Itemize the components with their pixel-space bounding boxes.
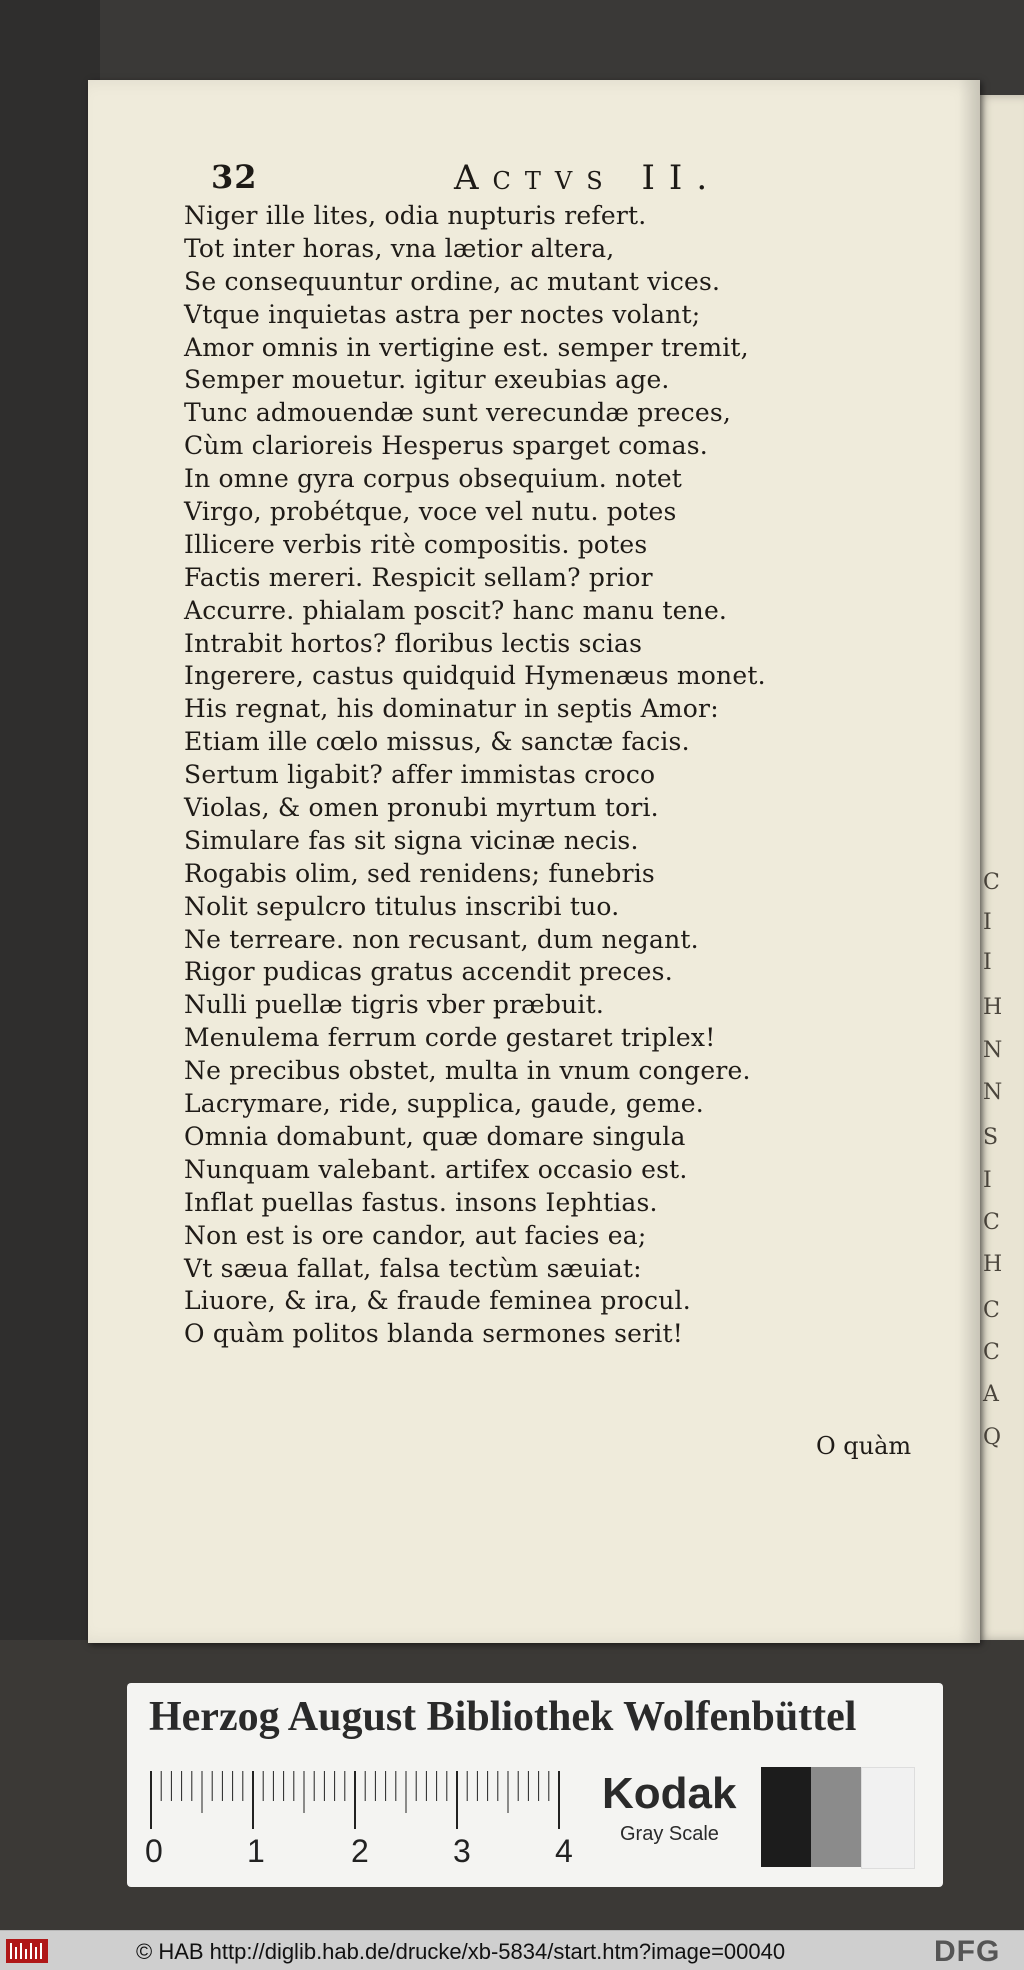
color-scale-card — [127, 1683, 943, 1887]
ruler-number: 1 — [247, 1833, 265, 1869]
copyright-url[interactable]: © HAB http://diglib.hab.de/drucke/xb-5834/start.htm?image=00040 — [136, 1939, 786, 1964]
page-number: 32 — [211, 158, 258, 196]
verse-line: Inflat puellas fastus. insons Iephtias. — [184, 1187, 658, 1217]
hab-logo-icon — [6, 1939, 48, 1963]
ruler-number: 4 — [555, 1833, 573, 1869]
verse-line: Se consequuntur ordine, ac mutant vices. — [184, 266, 721, 296]
verse-line: Illicere verbis ritè compositis. potes — [184, 529, 648, 559]
facing-page-letter: H — [983, 995, 1003, 1020]
facing-page-letter: I — [983, 910, 992, 935]
facing-page-letter: I — [983, 950, 992, 975]
gray-scale-label: Gray Scale — [620, 1823, 719, 1845]
ruler-number: 3 — [453, 1833, 471, 1869]
book-page — [88, 80, 980, 1643]
verse-line: Liuore, & ira, & fraude feminea procul. — [184, 1286, 691, 1316]
facing-page-letter: N — [983, 1038, 1003, 1063]
verse-text — [184, 200, 904, 1351]
verse-line: Non est is ore candor, aut facies ea; — [184, 1220, 647, 1250]
verse-line: Intrabit hortos? floribus lectis scias — [184, 628, 643, 658]
library-name: Herzog August Bibliothek Wolfenbüttel — [149, 1694, 857, 1740]
facing-page-letter: H — [983, 1252, 1003, 1277]
verse-line: Nolit sepulcro titulus inscribi tuo. — [184, 891, 620, 921]
verse-line: Rogabis olim, sed renidens; funebris — [184, 858, 655, 888]
gray-swatch-light — [861, 1767, 915, 1869]
ruler-number: 0 — [145, 1833, 163, 1869]
kodak-logo: Kodak — [602, 1769, 737, 1818]
verse-line: Menulema ferrum corde gestaret triplex! — [184, 1023, 716, 1053]
verse-line: Factis mereri. Respicit sellam? prior — [184, 562, 653, 592]
verse-line: Accurre. phialam poscit? hanc manu tene. — [184, 595, 728, 625]
running-head: Actvs II. — [454, 158, 722, 198]
verse-line: Violas, & omen pronubi myrtum tori. — [184, 793, 659, 823]
verse-line: Lacrymare, ride, supplica, gaude, geme. — [184, 1089, 704, 1119]
facing-page-letter: I — [983, 1168, 992, 1193]
ruler-number: 2 — [351, 1833, 369, 1869]
facing-page-letter: S — [983, 1125, 999, 1150]
verse-line: His regnat, his dominatur in septis Amor: — [184, 694, 719, 724]
verse-line: Vt sæua fallat, falsa tectùm sæuiat: — [184, 1253, 642, 1283]
footer-bar — [0, 1930, 1024, 1970]
verse-line: Tot inter horas, vna lætior altera, — [184, 233, 615, 263]
verse-line: Sertum ligabit? affer immistas croco — [184, 760, 656, 790]
verse-line: Amor omnis in vertigine est. semper tremit, — [184, 332, 749, 362]
verse-line: Virgo, probétque, voce vel nutu. potes — [184, 497, 677, 527]
verse-line: Vtque inquietas astra per noctes volant; — [184, 299, 701, 329]
gray-swatch-mid — [811, 1767, 861, 1867]
verse-line: Etiam ille cœlo missus, & sanctæ facis. — [184, 727, 690, 757]
catchword: O quàm — [816, 1432, 912, 1460]
verse-line: Ne terreare. non recusant, dum negant. — [184, 924, 699, 954]
facing-page-letter: C — [983, 870, 1000, 895]
verse-line: Niger ille lites, odia nupturis refert. — [184, 201, 647, 230]
verse-line: Ne precibus obstet, multa in vnum congere. — [184, 1056, 751, 1086]
facing-page-letter: N — [983, 1080, 1003, 1105]
ruler-scale — [149, 1771, 567, 1833]
dfg-logo: DFG — [934, 1935, 1001, 1968]
facing-page-letter: A — [983, 1382, 999, 1407]
facing-page-edge — [975, 95, 1024, 1640]
verse-line: In omne gyra corpus obsequium. notet — [184, 464, 683, 494]
verse-line: O quàm politos blanda sermones serit! — [184, 1319, 683, 1349]
verse-line: Omnia domabunt, quæ domare singula — [184, 1121, 686, 1151]
verse-line: Rigor pudicas gratus accendit preces. — [184, 957, 673, 987]
facing-page-letter: Q — [983, 1425, 1002, 1450]
page-header — [88, 158, 980, 202]
facing-page-letter: C — [983, 1298, 1000, 1323]
verse-line: Semper mouetur. igitur exeubias age. — [184, 365, 670, 395]
gray-swatch-dark — [761, 1767, 811, 1867]
facing-page-letter: C — [983, 1210, 1000, 1235]
verse-line: Cùm clarioreis Hesperus sparget comas. — [184, 431, 708, 461]
verse-line: Ingerere, castus quidquid Hymenæus monet. — [184, 661, 766, 691]
ruler-numbers — [145, 1833, 585, 1873]
verse-line: Nulli puellæ tigris vber præbuit. — [184, 990, 604, 1020]
verse-line: Nunquam valebant. artifex occasio est. — [184, 1154, 688, 1184]
verse-line: Tunc admouendæ sunt verecundæ preces, — [184, 398, 731, 428]
verse-line: Simulare fas sit signa vicinæ necis. — [184, 825, 639, 855]
facing-page-letter: C — [983, 1340, 1000, 1365]
